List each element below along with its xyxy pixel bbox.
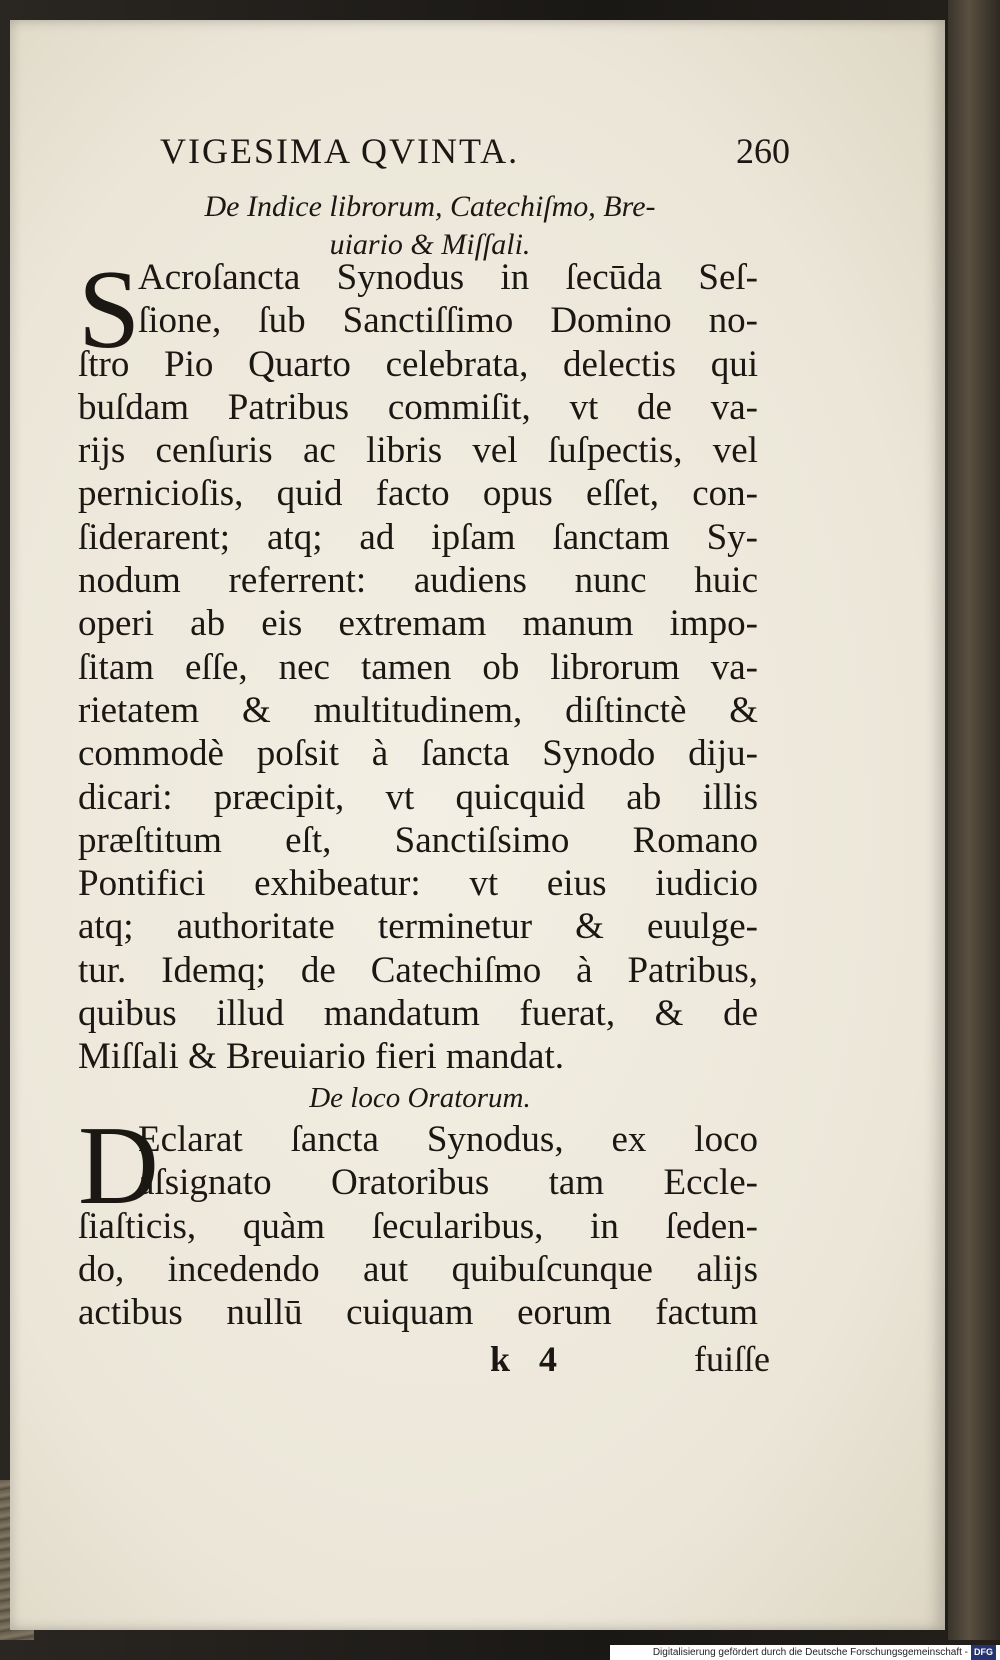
- book-spine: [948, 0, 1000, 1640]
- text-line: pernicioſis, quid facto opus eſſet, con-: [78, 473, 758, 515]
- catchword: fuiſſe: [694, 1339, 770, 1379]
- text-line: rietatem & multitudinem, diſtinctè &: [78, 689, 758, 731]
- section-title-line: De Indice librorum, Catechiſmo, Bre-: [204, 190, 656, 223]
- credit-text: Digitalisierung gefördert durch die Deutsche Forschungsgemeinschaft -: [652, 1647, 968, 1658]
- text-line: buſdam Patribus commiſit, vt de va-: [78, 386, 758, 428]
- text-line: ſione, ſub Sanctiſſimo Domino no-: [138, 300, 758, 342]
- text-line: Acroſancta Synodus in ſecūda Seſ-: [138, 257, 758, 298]
- digitization-credit: [610, 1645, 1000, 1660]
- text-line: aſsignato Oratoribus tam Eccle-: [138, 1162, 758, 1204]
- page-footer: [490, 1338, 770, 1388]
- book-page: [10, 20, 945, 1630]
- text-line: quibus illud mandatum fuerat, & de: [78, 993, 758, 1035]
- text-line: Eclarat ſancta Synodus, ex loco: [138, 1119, 758, 1160]
- text-line: Miſſali & Breuiario fieri mandat.: [78, 1036, 565, 1078]
- sub-heading: De loco Oratorum.: [309, 1082, 531, 1114]
- text-line: operi ab eis extremam manum impo-: [78, 603, 758, 645]
- text-line: do, incedendo aut quibuſcunque alijs: [78, 1248, 758, 1290]
- text-line: ſtro Pio Quarto celebrata, delectis qui: [78, 343, 758, 385]
- text-line: præſtitum eſt, Sanctiſsimo Romano: [78, 819, 758, 861]
- text-line: ſiderarent; atq; ad ipſam ſanctam Sy-: [78, 516, 758, 558]
- section-title-line: uiario & Miſſali.: [329, 228, 531, 261]
- section-title: [150, 188, 710, 264]
- text-line: rijs cenſuris ac libris vel ſuſpectis, vel: [78, 430, 758, 472]
- page-number: 260: [736, 131, 790, 171]
- text-line: Pontifici exhibeatur: vt eius iudicio: [78, 863, 758, 905]
- text-line: dicari: præcipit, vt quicquid ab illis: [78, 776, 758, 818]
- text-line: commodè poſsit à ſancta Synodo diju-: [78, 733, 758, 775]
- dfg-logo: DFG: [971, 1645, 996, 1660]
- text-line: ſitam eſſe, nec tamen ob librorum va-: [78, 646, 758, 688]
- signature-mark: k 4: [490, 1339, 568, 1379]
- text-line: nodum referrent: audiens nunc huic: [78, 560, 758, 602]
- decree-text: [78, 1104, 758, 1334]
- running-head: VIGESIMA QVINTA.: [160, 131, 520, 171]
- text-line: ſiaſticis, quàm ſecularibus, in ſeden-: [78, 1205, 758, 1247]
- decree-text: [78, 248, 758, 1079]
- text-line: atq; authoritate terminetur & euulge-: [78, 906, 758, 948]
- drop-cap: D: [78, 1104, 159, 1228]
- text-line: actibus nullū cuiquam eorum factum: [78, 1292, 758, 1334]
- drop-cap: S: [78, 248, 141, 372]
- text-line: tur. Idemq; de Catechiſmo à Patribus,: [78, 949, 758, 991]
- page-header: [160, 130, 790, 180]
